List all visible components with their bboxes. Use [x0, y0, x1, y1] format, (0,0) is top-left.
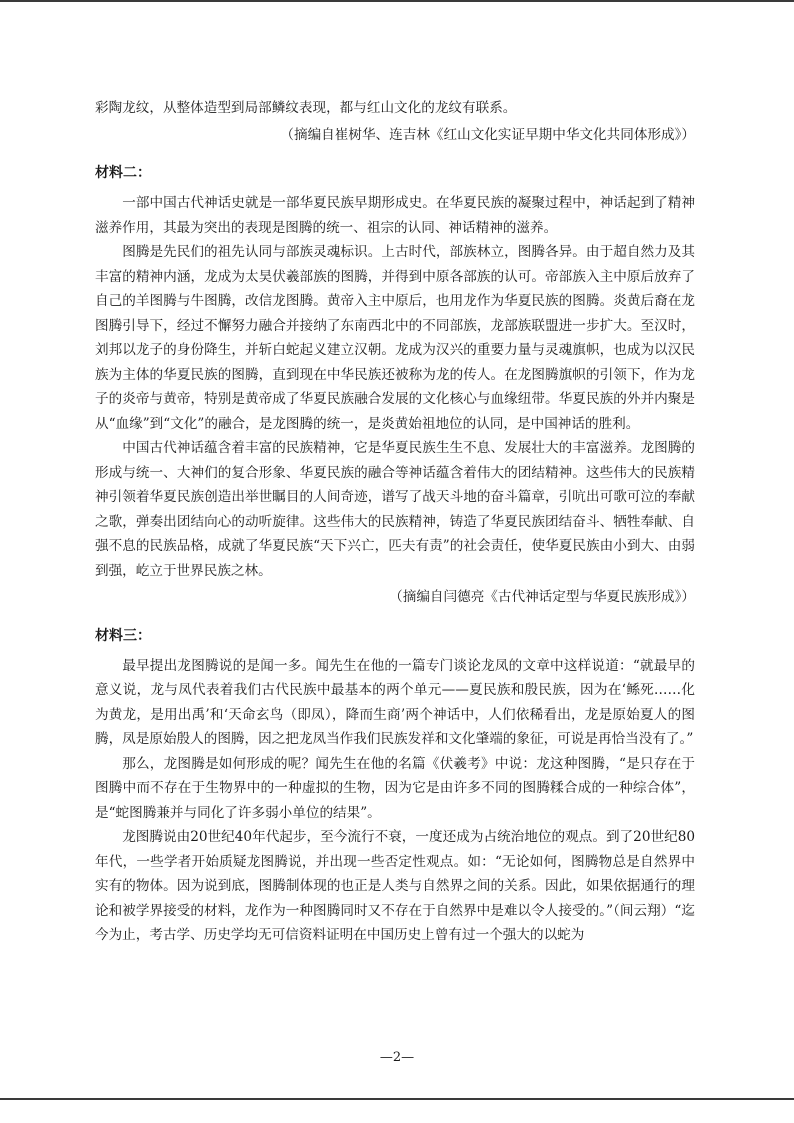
- top-rule: [0, 0, 794, 2]
- material-3-heading: 材料三：: [95, 627, 151, 644]
- source-citation-2: （摘编自闫德亮《古代神话定型与华夏民族形成》）: [389, 589, 695, 605]
- material-2-paragraph-2: 图腾是先民们的祖先认同与部族灵魂标识。上古时代，部族林立，图腾各异。由于超自然力及其丰富的精神内涵，龙成为太昊伏羲部族的图腾，并得到中原各部族的认可。帝部族入主中原后放弃了自己的羊图腾与牛图腾，改信龙图腾。黄帝入主中原后，也用龙作为华夏民族的图腾。炎黄后裔在龙图腾引导下，经过不懈努力融合并接纳了东南西北中的不同部族，龙部族联盟进一步扩大。至汉时，刘邦以龙子的身份降生，并斩白蛇起义建立汉朝。龙成为汉兴的重要力量与灵魂旗帜，也成为以汉民族为主体的华夏民族的图腾，直到现在中华民族还被称为龙的传人。在龙图腾旗帜的引领下，作为龙子的炎帝与黄帝，特别是黄帝成了华夏民族融合发展的文化核心与血缘纽带。华夏民族的外并内聚是从“血缘”到“文化”的融合，是龙图腾的统一，是炎黄始祖地位的认同，是中国神话的胜利。: [95, 244, 695, 432]
- bottom-rule: [0, 1098, 794, 1100]
- material-2-paragraph-1: 一部中国古代神话史就是一部华夏民族早期形成史。在华夏民族的凝聚过程中，神话起到了精神滋养作用，其最为突出的表现是图腾的统一、祖宗的认同、神话精神的滋养。: [95, 195, 695, 236]
- material-2-paragraph-3: 中国古代神话蕴含着丰富的民族精神，它是华夏民族生生不息、发展壮大的丰富滋养。龙图腾的形成与统一、大神们的复合形象、华夏民族的融合等神话蕴含着伟大的团结精神。这些伟大的民族精神引领着华夏民族创造出举世瞩目的人间奇迹，谱写了战天斗地的奋斗篇章，引吭出可歌可泣的奉献之歌，弹奏出团结向心的动听旋律。这些伟大的民族精神，铸造了华夏民族团结奋斗、牺牲奉献、自强不息的民族品格，成就了华夏民族“天下兴亡，匹夫有责”的社会责任，使华夏民族由小到大、由弱到强，屹立于世界民族之林。: [95, 440, 695, 579]
- material-3-paragraph-3: 龙图腾说由20世纪40年代起步，至今流行不衰，一度还成为占统治地位的观点。到了20世纪80年代，一些学者开始质疑龙图腾说，并出现一些否定性观点。如：“无论如何，图腾物总是自然界中实有的物体。因为说到底，图腾制体现的也正是人类与自然界之间的关系。因此，如果依据通行的理论和被学界接受的材料，龙作为一种图腾同时又不存在于自然界中是难以令人接受的。”（间云翔）“迄今为止，考古学、历史学均无可信资料证明在中国历史上曾有过一个强大的以蛇为: [95, 829, 695, 943]
- document-body: [95, 96, 695, 948]
- material-2-heading: 材料二：: [95, 165, 151, 181]
- paragraph-continued: 彩陶龙纹，从整体造型到局部鳞纹表现，都与红山文化的龙纹有联系。: [95, 100, 517, 116]
- material-3-paragraph-1: 最早提出龙图腾说的是闻一多。闻先生在他的一篇专门谈论龙凤的文章中这样说道：“就最早的意义说，龙与凤代表着我们古代民族中最基本的两个单元——夏民族和殷民族，因为在‘鲧死……化为黄龙，是用出禹’和‘天命玄鸟（即凤），降而生商’两个神话中，人们依稀看出，龙是原始夏人的图腾，凤是原始殷人的图腾，因之把龙凤当作我们民族发祥和文化肇端的象征，可说是再恰当没有了。”: [95, 657, 695, 747]
- material-3-paragraph-2: 那么，龙图腾是如何形成的呢？闻先生在他的名篇《伏羲考》中说：龙这种图腾，“是只存在于图腾中而不存在于生物界中的一种虚拟的生物，因为它是由许多不同的图腾糅合成的一种综合体”，是“蛇图腾兼并与同化了许多弱小单位的结果”。: [95, 755, 695, 821]
- source-citation-1: （摘编自崔树华、连吉林《红山文化实证早期中华文化共同体形成》）: [280, 126, 695, 143]
- page-number: —2—: [379, 1050, 415, 1065]
